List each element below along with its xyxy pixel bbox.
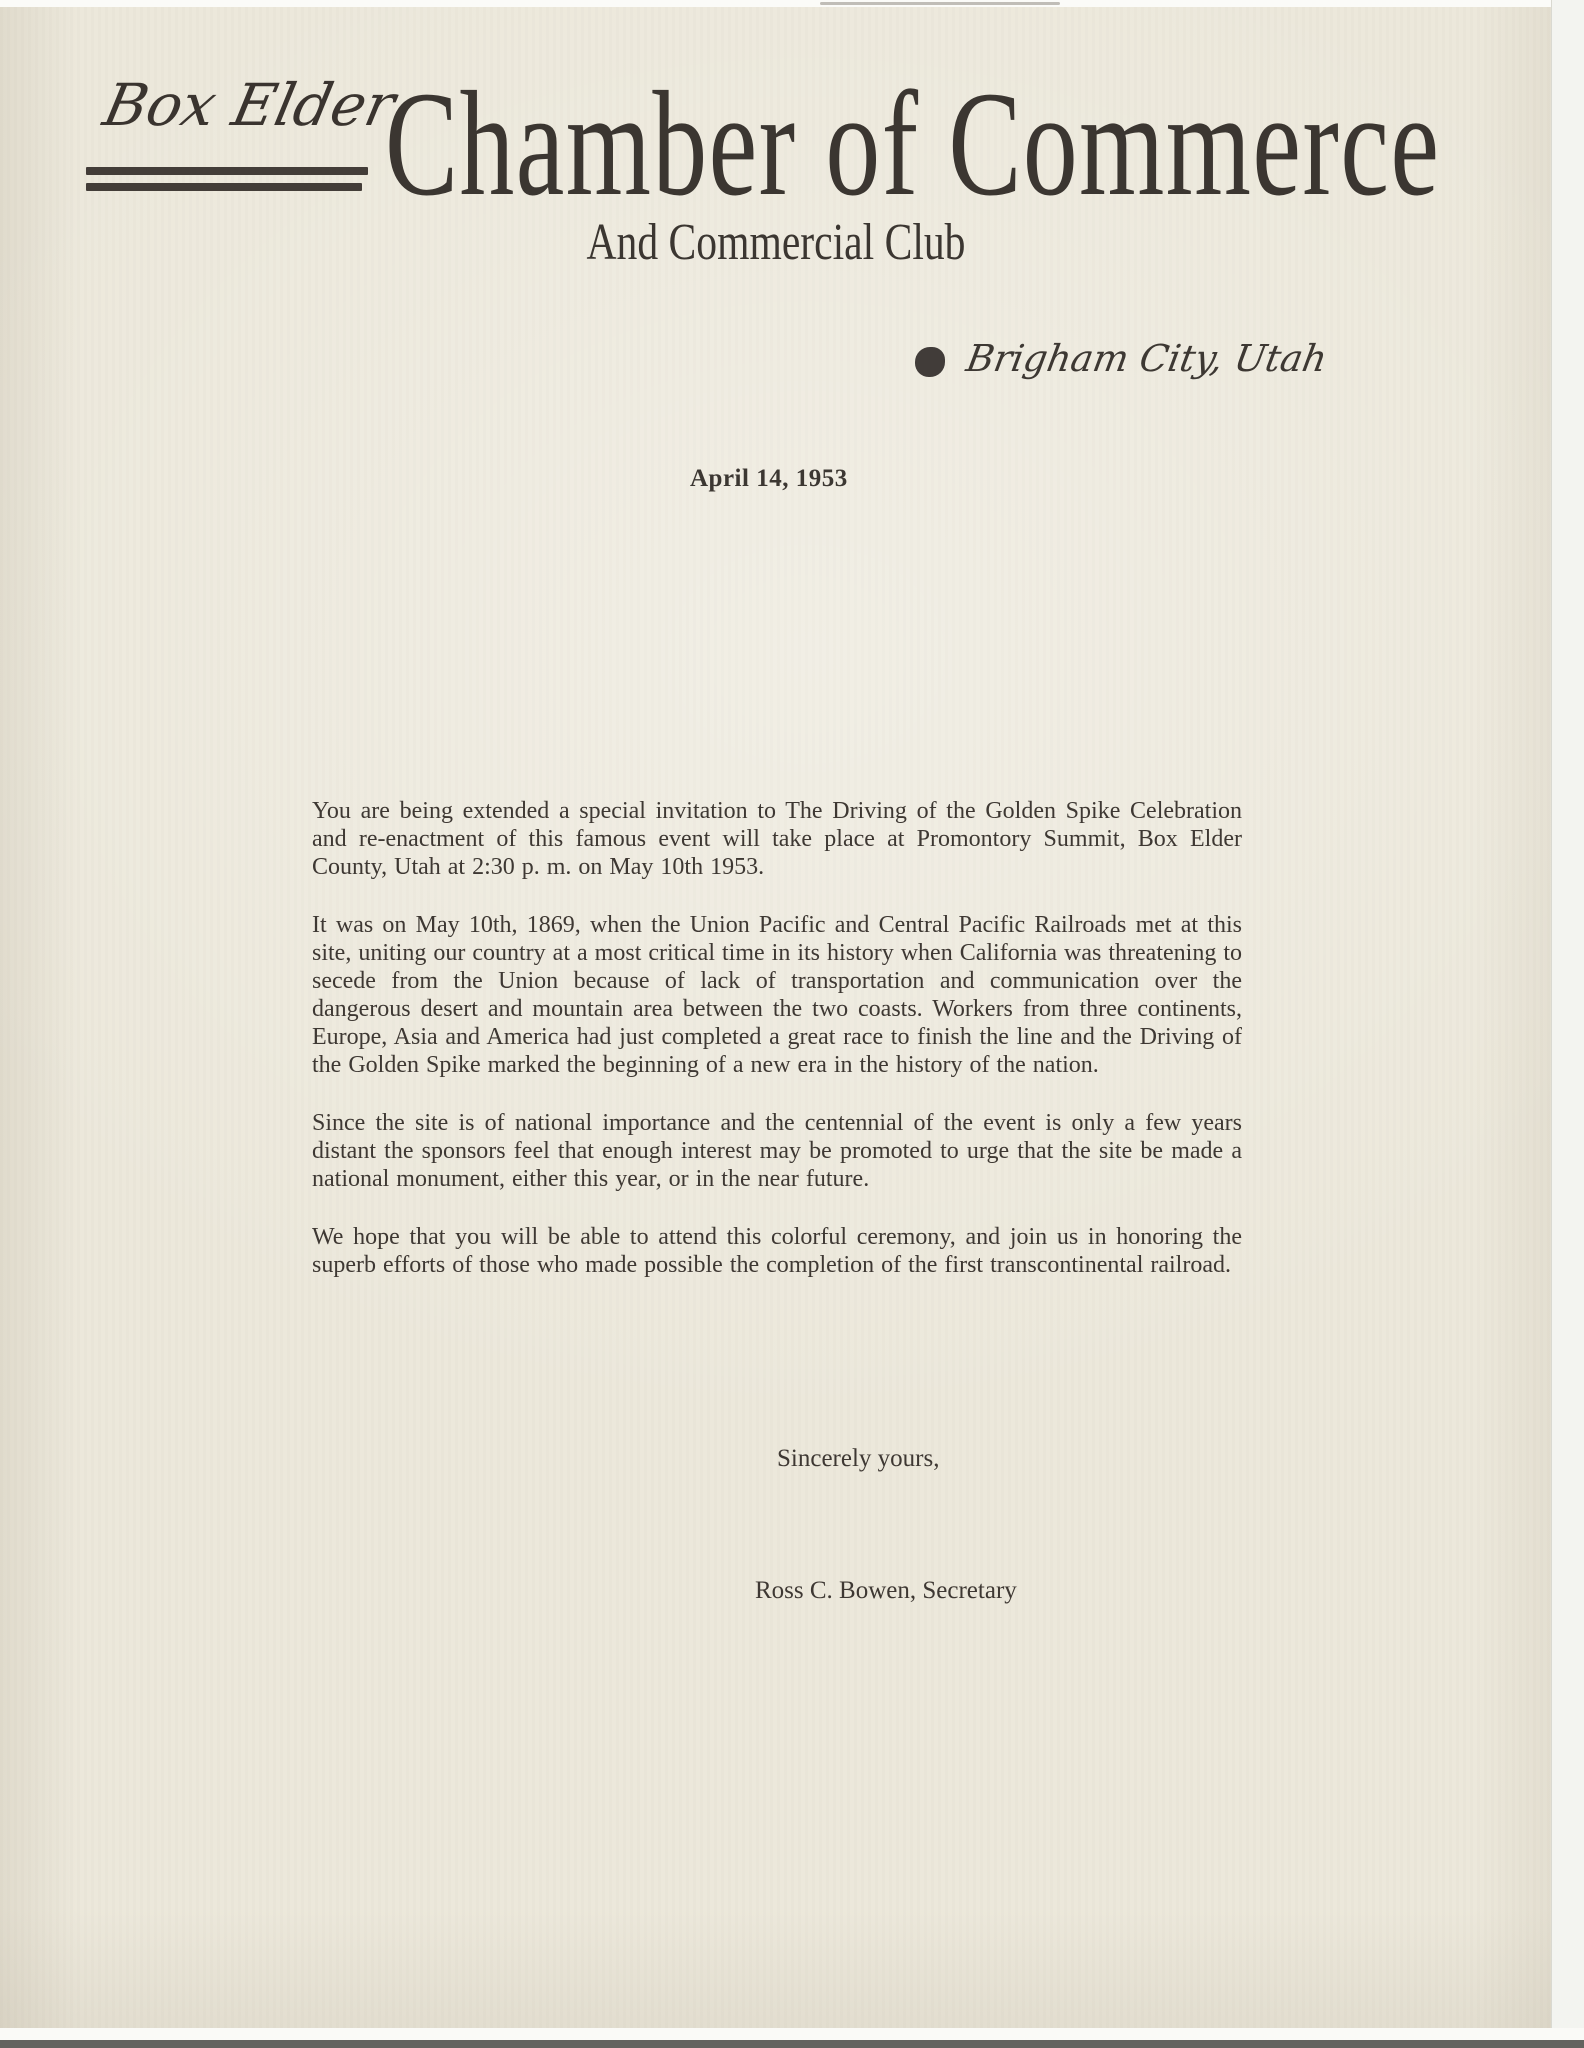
brand-script-text: Box Elder — [97, 71, 401, 139]
date-line: April 14, 1953 — [690, 465, 848, 492]
org-title: Chamber of Commerce — [385, 61, 1441, 227]
paragraph-1: You are being extended a special invitation to The Driving of the Golden Spike Celebration and re-enactment of this famous event will take place at Promontory Summit, Box Elder County, Utah at 2:30 p. m. on May 10th 1953. — [312, 798, 1242, 880]
right-scan-strip — [1551, 0, 1584, 2048]
bottom-scan-strip — [0, 2028, 1584, 2040]
brand-rule-bottom — [86, 183, 362, 191]
paragraph-2: It was on May 10th, 1869, when the Union Pacific and Central Pacific Railroads met at this site, uniting our country at a most critical time in its history when California was threatening to secede from the Union because of lack of transportation and communication over the dangerous desert and mountain area between the two coasts. Workers from three continents, Europe, Asia and America had just completed a great race to finish the line and the Driving of the Golden Spike marked the beginning of a new era in the history of the nation. — [312, 912, 1242, 1078]
brand-rule-top — [86, 167, 368, 175]
letter-body — [312, 797, 1242, 1309]
scan-edge-line — [820, 2, 1060, 5]
location-bullet-icon — [915, 347, 945, 377]
paragraph-3: Since the site is of national importance and the centennial of the event is only a few years distant the sponsors feel that enough interest may be promoted to urge that the site be made a national monument, either this year, or in the near future. — [312, 1110, 1242, 1192]
location-text: Brigham City, Utah — [963, 337, 1331, 380]
top-scan-strip — [0, 0, 1584, 7]
paper-sheet — [0, 7, 1552, 2030]
paragraph-4: We hope that you will be able to attend this colorful ceremony, and join us in honoring the superb efforts of those who made possible the completion of the first transcontinental railroad. — [312, 1224, 1242, 1278]
bottom-scan-bar — [0, 2040, 1584, 2048]
closing-line: Sincerely yours, — [777, 1445, 940, 1472]
location-line — [915, 337, 1331, 380]
org-subtitle: And Commercial Club — [586, 214, 966, 271]
signature-line: Ross C. Bowen, Secretary — [755, 1577, 1017, 1604]
